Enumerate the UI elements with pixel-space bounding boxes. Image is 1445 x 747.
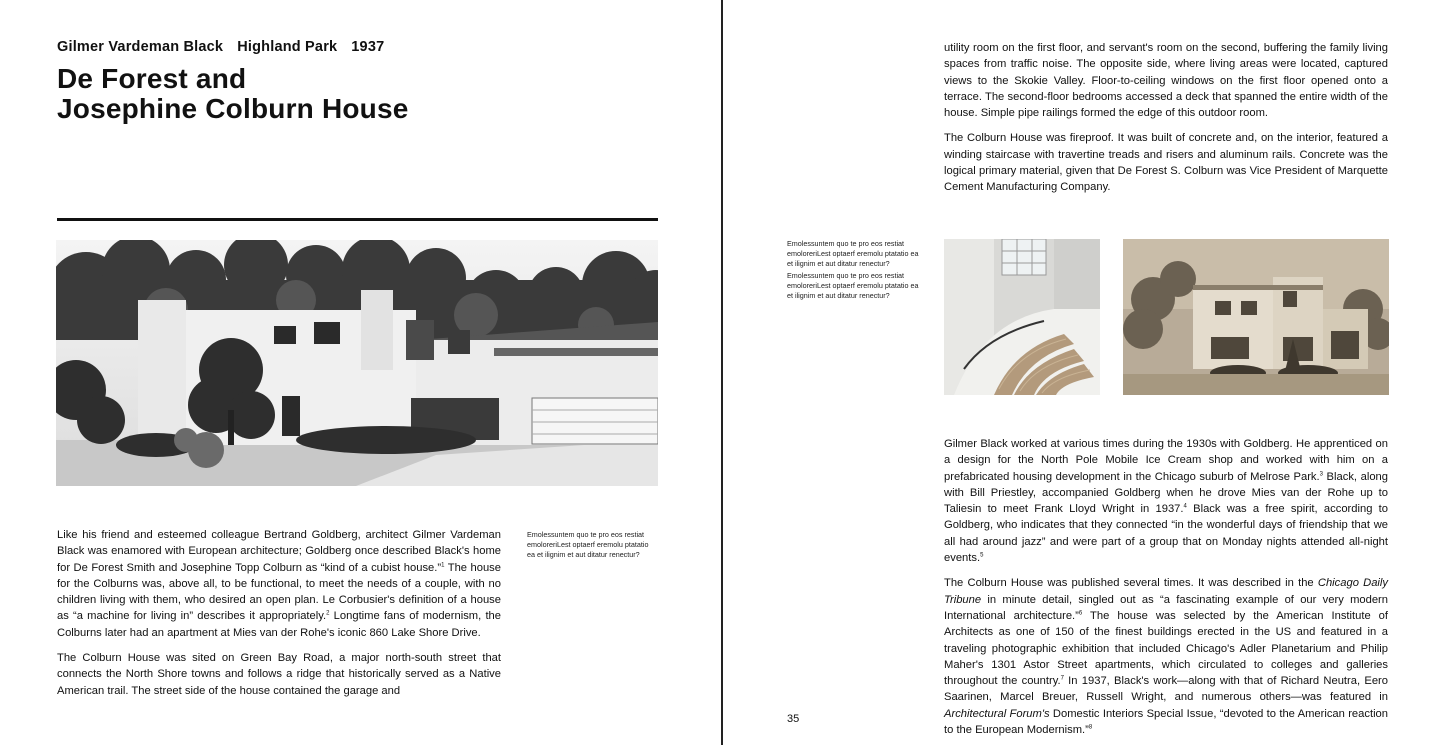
footnote-ref-1[interactable]: 1 [441,561,445,568]
right-paragraph-4: The Colburn House was published several times. It was described in the Chicago Daily Tribune in minute detail, singled out as “a fascinating example of our very modern International architecture.”$^6$ The house was selected by the American Institute of Architects as one of 150 of the finest buildings erected in the US and featured in a traveling photographic exhibition that included Chicago's Adler Planetarium and Philip Maher's 1301 Astor Street apartments, which circulated to colleges and galleries throughout the country.$^7$ In 1937, Black's work—along with that of Richard Neutra, Eero Saarinen, Marcel Breuer, Russell Wright, and numerous others—was featured in Architectural Forum's Domestic Interiors Special Issue, “devoted to the American reaction to the European Modernism.”$^8$ [944,577,1389,737]
right-body-text-bottom [944,436,1388,747]
architect-name: Gilmer Vardeman Black [57,39,224,55]
right-body-text-top [944,40,1388,205]
left-photo-caption: Emolessuntem quo te pro eos restiat emoloreriLest optaerf eremolu ptatatio ea et ilignim et aut ditatur renectur? [527,530,649,559]
footnote-ref-6[interactable]: 6 [1078,610,1083,617]
left-paragraph-2: The Colburn House was sited on Green Bay Road, a major north-south street that connects the North Shore towns and follows a ridge that historically served as a Native American trail. The street side of the house contained the garage and [57,652,501,697]
left-paragraph-1: Like his friend and esteemed colleague Bertrand Goldberg, architect Gilmer Vardeman Black was enamored with European architecture; Goldberg once described Black's home for De Forest Smith and Josephine Topp Colburn as “kind of a cubist house.”$^1$ The house for the Colburns was, above all, to be functional, to meet the needs of a couple, with no children living with them, who desired an open plan. Le Corbusier's definition of a house as “a machine for living in” describes it appropriately.$^2$ Longtime fans of modernism, the Colburns later had an apartment at Mies van der Rohe's iconic 860 Lake Shore Drive. [57,529,501,639]
footnote-ref-4[interactable]: 4 [1183,503,1187,510]
right-captions [787,239,919,304]
left-body-text [57,527,501,708]
page-title [57,64,409,124]
title-line-1: De Forest and [57,63,247,94]
footnote-ref-3[interactable]: 3 [1319,470,1323,477]
footnote-ref-8[interactable]: 8 [1088,724,1093,731]
house-exterior-photo [56,240,658,486]
right-paragraph-1: utility room on the first floor, and servant's room on the second, buffering the family living spaces from traffic noise. The opposite side, where living areas were located, captured views to the Skokie Valley. Floor-to-ceiling windows on the first floor opened onto a terrace. The second-floor bedrooms accessed a deck that spanned the entire width of the house. Simple pipe railings formed the edge of this outdoor room. [944,42,1388,120]
right-paragraph-2: The Colburn House was fireproof. It was built of concrete and, on the interior, featured a winding staircase with travertine treads and risers and aluminum rails. Concrete was the logical primary material, given that De Forest S. Colburn was Vice President of Marquette Cement Manufacturing Company. [944,132,1388,194]
house-archival-photo [1123,239,1389,395]
right-caption-1: Emolessuntem quo te pro eos restiat emoloreriLest optaerf eremolu ptatatio ea et ilignim et aut ditatur renectur? [787,239,919,268]
right-caption-2: Emolessuntem quo te pro eos restiat emoloreriLest optaerf eremolu ptatatio ea et ilignim et aut ditatur renectur? [787,271,919,300]
book-gutter [721,0,723,745]
location: Highland Park [237,39,338,55]
year: 1937 [351,39,385,55]
footnote-ref-5[interactable]: 5 [980,552,984,559]
staircase-photo [944,239,1100,395]
right-paragraph-3: Gilmer Black worked at various times during the 1930s with Goldberg. He apprenticed on a design for the North Pole Mobile Ice Cream shop and worked with him on a prefabricated housing development in the Chicago suburb of Melrose Park.$^3$ Black, along with Bill Priestley, accompanied Goldberg when he drove Mies van der Rohe up to Taliesin to meet Frank Lloyd Wright in 1937.$^4$ Black was a free spirit, according to Goldberg, who indicates that they connected “in the wonderful days of friendship that we all had around jazz” and were part of a group that on Monday nights attended all-night events.$^5$ [944,438,1389,565]
header-meta [57,39,398,55]
title-rule [57,218,658,221]
footnote-ref-2[interactable]: 2 [326,610,330,617]
page-number: 35 [787,713,800,725]
title-line-2: Josephine Colburn House [57,93,409,124]
footnote-ref-7[interactable]: 7 [1060,675,1064,682]
